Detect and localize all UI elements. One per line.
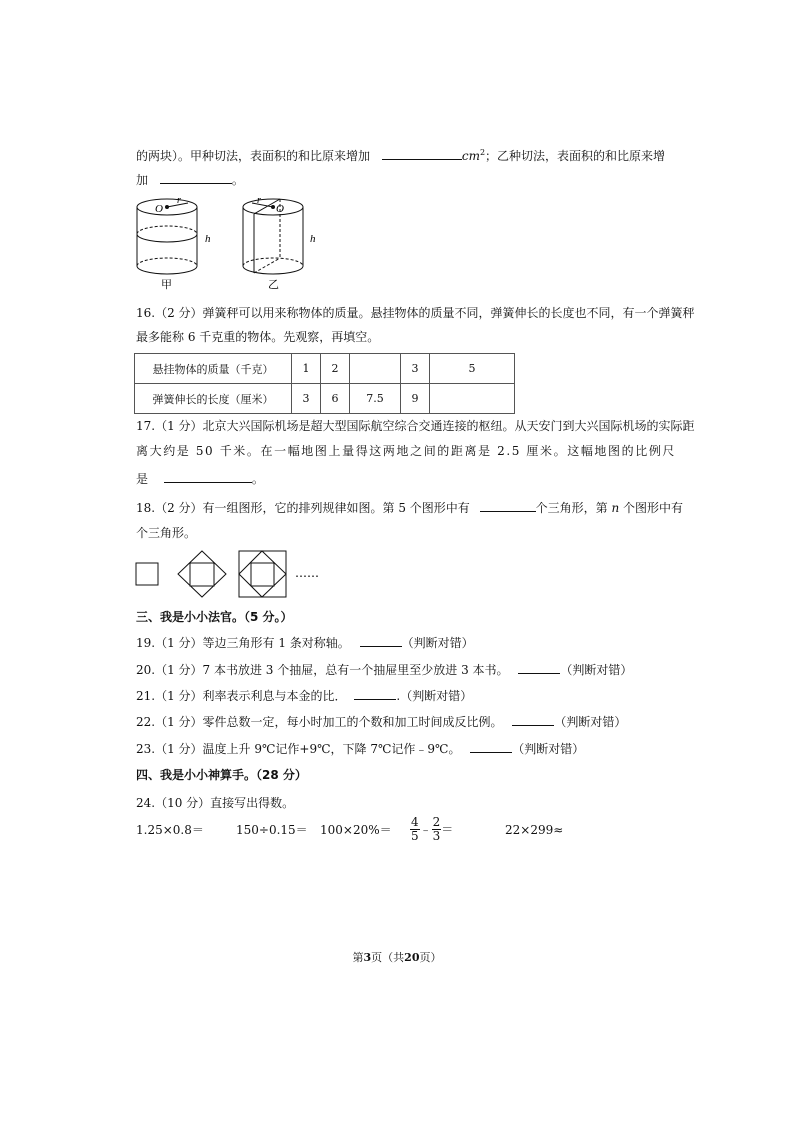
table-cell: 1 <box>292 354 321 384</box>
section-3-title: 三、我是小小法官。（5 分。） <box>136 610 293 624</box>
pattern-ellipsis: …… <box>295 566 319 580</box>
footer-text: 页） <box>419 951 442 964</box>
q15-end: 。 <box>231 173 244 187</box>
table-cell-blank[interactable] <box>350 354 401 384</box>
cyl-yi-r: r <box>257 195 261 206</box>
table-cell: 3 <box>292 384 321 414</box>
page-footer <box>0 949 794 965</box>
cyl-jia-r: r <box>177 195 181 206</box>
footer-total: 20 <box>404 951 420 964</box>
q16-line1: 16.（2 分）弹簧秤可以用来称物体的质量。悬挂物体的质量不同，弹簧伸长的长度也不同，有一个弹簧秤 <box>136 306 695 320</box>
q17-line1: 17.（1 分）北京大兴国际机场是超大型国际航空综合交通连接的枢纽。从天安门到大兴国际机场的实际距 <box>136 419 695 433</box>
q15-text-c: 加 <box>136 173 149 187</box>
q19-line <box>136 634 474 651</box>
table-cell: 2 <box>321 354 350 384</box>
q23-tail: （判断对错） <box>512 742 585 756</box>
pattern-figures <box>134 546 334 602</box>
table-cell: 5 <box>430 354 515 384</box>
table-cell-blank[interactable] <box>430 384 515 414</box>
q24-title: 24.（10 分）直接写出得数。 <box>136 796 295 810</box>
q21-blank[interactable] <box>354 687 396 700</box>
q18-line2: 个三角形。 <box>136 526 197 540</box>
q18-line1 <box>136 499 683 516</box>
table-cell: 7.5 <box>350 384 401 414</box>
fraction-2-3: $\frac{2}{3}$ <box>432 815 441 843</box>
q23-line <box>136 740 584 757</box>
q19-blank[interactable] <box>360 634 402 647</box>
q17-blank[interactable] <box>164 470 252 483</box>
footer-text: 第 <box>352 951 364 964</box>
q15-line1 <box>136 145 665 164</box>
q15-line2 <box>136 171 244 188</box>
q21-line <box>136 687 472 704</box>
q18-blank-1[interactable] <box>480 499 536 512</box>
footer-page: 3 <box>363 951 372 964</box>
fraction-4-5: $\frac{4}{5}$ <box>411 815 419 843</box>
q18-text-b: 个三角形，第 <box>535 501 608 515</box>
q17-line2: 离大约是 50 千米。在一幅地图上量得这两地之间的距离是 2.5 厘米。这幅地图的比例尺 <box>136 444 677 458</box>
footer-text: 页（共 <box>371 951 405 964</box>
cyl-jia-label: 甲 <box>161 278 172 291</box>
table-cell: 9 <box>401 384 430 414</box>
table-row <box>135 384 515 414</box>
table-header-length: 弹簧伸长的长度（厘米） <box>135 384 292 414</box>
calc-item: 150÷0.15＝ <box>236 823 308 837</box>
q22-blank[interactable] <box>512 713 554 726</box>
fraction-equals: ＝ <box>441 822 454 837</box>
q22-line <box>136 713 626 730</box>
q15-blank-1[interactable] <box>382 147 462 160</box>
q15-text-b: ；乙种切法，表面积的和比原来增 <box>485 149 666 163</box>
q22-tail: （判断对错） <box>554 715 627 729</box>
q15-unit: cm <box>461 149 480 163</box>
q20-text: 20.（1 分）7 本书放进 3 个抽屉，总有一个抽屉里至少放进 3 本书。 <box>136 663 509 677</box>
q17-end: 。 <box>251 472 264 486</box>
q17-line3 <box>136 470 264 487</box>
q21-tail: .（判断对错） <box>396 689 473 703</box>
cyl-yi-o: O <box>276 203 284 215</box>
q23-text: 23.（1 分）温度上升 9℃记作+9℃，下降 7℃记作﹣9℃。 <box>136 742 461 756</box>
q19-tail: （判断对错） <box>401 636 474 650</box>
table-cell: 3 <box>401 354 430 384</box>
pattern-fig-3 <box>239 551 286 597</box>
cyl-jia-o: O <box>155 203 163 215</box>
table-row <box>135 354 515 384</box>
pattern-fig-1 <box>136 563 158 585</box>
fraction-operator: ﹣ <box>419 822 432 837</box>
table-cell: 6 <box>321 384 350 414</box>
cyl-yi-h: h <box>310 233 316 245</box>
cyl-yi-label: 乙 <box>268 278 279 291</box>
table-header-mass: 悬挂物体的质量（千克） <box>135 354 292 384</box>
q20-blank[interactable] <box>518 661 560 674</box>
q15-text-a: 的两块）。甲种切法，表面积的和比原来增加 <box>136 149 371 163</box>
q18-text-a: 18.（2 分）有一组图形，它的排列规律如图。第 5 个图形中有 <box>136 501 470 515</box>
cyl-jia-h: h <box>205 233 211 245</box>
section-4-title: 四、我是小小神算手。（28 分） <box>136 768 307 782</box>
calc-item: 22×299≈ <box>505 823 564 837</box>
q18-n: n <box>611 501 620 515</box>
q18-text-c: 个图形中有 <box>623 501 684 515</box>
spring-table <box>134 353 515 414</box>
pattern-fig-2 <box>178 551 226 597</box>
cylinder-figures <box>128 192 318 292</box>
q22-text: 22.（1 分）零件总数一定，每小时加工的个数和加工时间成反比例。 <box>136 715 503 729</box>
q15-unit-sup: 2 <box>479 148 486 157</box>
q20-line <box>136 661 632 678</box>
q21-text: 21.（1 分）利率表示利息与本金的比． <box>136 689 347 703</box>
q15-blank-2[interactable] <box>160 171 232 184</box>
q17-text: 是 <box>136 472 149 486</box>
calc-item: 100×20%＝ <box>320 823 392 837</box>
q20-tail: （判断对错） <box>560 663 633 677</box>
q16-line2: 最多能称 6 千克重的物体。先观察，再填空。 <box>136 330 380 344</box>
q19-text: 19.（1 分）等边三角形有 1 条对称轴。 <box>136 636 350 650</box>
calc-item: 1.25×0.8＝ <box>136 823 204 837</box>
q23-blank[interactable] <box>470 740 512 753</box>
calc-item-fraction <box>410 816 453 843</box>
